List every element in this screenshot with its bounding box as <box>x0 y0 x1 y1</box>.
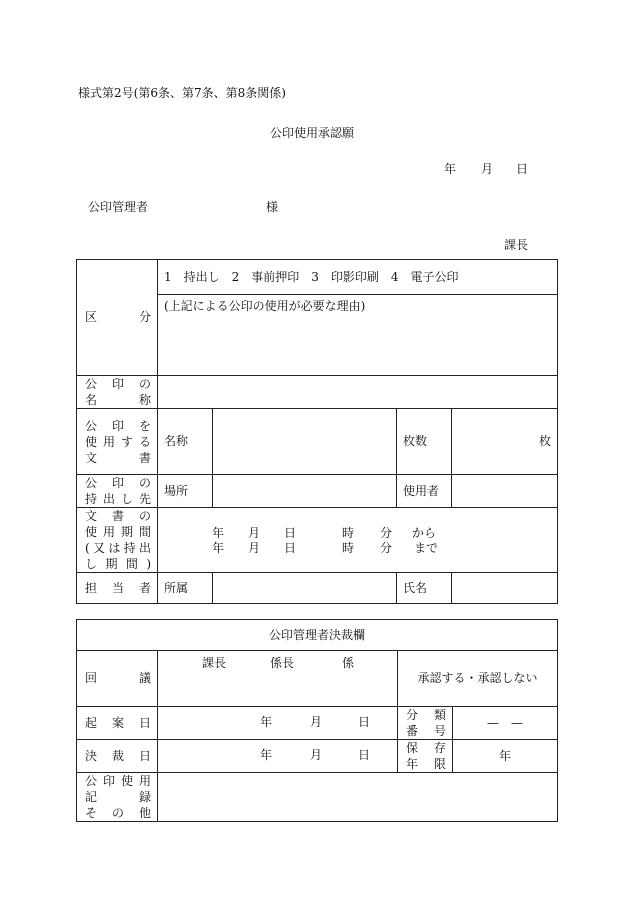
label-char: る <box>138 434 151 449</box>
label-char: 用 <box>102 434 115 449</box>
user-field[interactable] <box>452 475 558 508</box>
document-count-field[interactable] <box>452 409 558 475</box>
label-char: 日 <box>138 748 151 763</box>
section-staff-label: 係 <box>342 656 355 670</box>
period-from-year: 年 <box>212 526 225 540</box>
label-char: 公 <box>85 377 98 391</box>
period-from-month: 月 <box>248 526 261 540</box>
label-char: 録 <box>138 790 151 804</box>
place-label: 場所 <box>158 475 213 508</box>
document-label <box>77 409 158 475</box>
period-label-text <box>85 540 151 556</box>
label-char: 出 <box>102 492 115 506</box>
class-number-label-text <box>406 723 446 739</box>
label-char: 日 <box>138 715 151 730</box>
label-char: す <box>120 434 133 449</box>
label-char: 用 <box>102 525 115 539</box>
draft-date-day: 日 <box>358 715 371 729</box>
review-label-text <box>85 671 151 686</box>
seal-name-label <box>77 376 158 409</box>
period-to-month: 月 <box>248 541 261 555</box>
label-char: 案 <box>111 715 124 730</box>
decision-date-year: 年 <box>260 748 273 762</box>
label-char: 記 <box>85 790 98 804</box>
date-month: 月 <box>481 162 494 176</box>
destination-label-text <box>85 491 151 507</box>
label-char: 起 <box>85 715 98 730</box>
review-label <box>77 651 158 707</box>
draft-date-month: 月 <box>310 715 323 729</box>
class-number-label-text <box>406 707 446 723</box>
category-label-text <box>85 310 151 325</box>
document-name-label: 名称 <box>158 409 213 475</box>
label-char: 印 <box>111 476 124 490</box>
label-char: 使 <box>120 774 133 788</box>
class-number-field[interactable]: — — <box>453 707 558 740</box>
label-char: 出 <box>138 541 151 555</box>
label-char: 者 <box>138 580 151 595</box>
label-char: 書 <box>111 509 124 523</box>
department-field[interactable] <box>213 573 397 604</box>
document-label-text <box>85 418 151 434</box>
draft-date-label-text <box>85 716 151 731</box>
destination-label <box>77 475 158 508</box>
period-to-year: 年 <box>212 541 225 555</box>
class-number-label <box>398 707 453 740</box>
label-char: 文 <box>85 509 98 523</box>
addressee-suffix: 様 <box>266 200 279 214</box>
document-title: 公印使用承認願 <box>270 126 355 140</box>
category-options[interactable]: 1 持出し 2 事前押印 3 印影印刷 4 電子公印 <box>158 260 558 295</box>
date-year: 年 <box>444 162 457 176</box>
label-char: そ <box>85 806 98 820</box>
records-label <box>77 773 158 822</box>
label-char: 印 <box>111 418 124 433</box>
label-char: 期 <box>120 525 133 539</box>
document-count-unit: 枚 <box>539 434 552 448</box>
label-char: 称 <box>138 393 151 407</box>
label-char: 先 <box>138 492 151 506</box>
label-char: し <box>85 557 98 571</box>
subchief-label: 係長 <box>270 656 295 670</box>
reason-field[interactable] <box>158 295 558 376</box>
retention-label <box>398 740 453 773</box>
chief-label: 課長 <box>202 656 227 670</box>
label-char: 分 <box>406 708 419 722</box>
label-char: の <box>138 509 151 523</box>
draft-date-year: 年 <box>260 715 273 729</box>
label-char: 類 <box>433 708 446 722</box>
period-to-hour: 時 <box>342 541 355 555</box>
label-char: 書 <box>138 450 151 465</box>
label-char: 号 <box>433 724 446 738</box>
approval-choice[interactable]: 承認する・承認しない <box>398 651 558 707</box>
decision-date-label <box>77 740 158 773</box>
label-char: 期 <box>105 557 118 571</box>
review-stamps[interactable] <box>158 651 398 707</box>
label-char: 印 <box>102 774 115 788</box>
label-char: 回 <box>85 671 98 685</box>
label-char: 保 <box>406 741 419 755</box>
form-number: 様式第2号(第6条、第7条、第8条関係) <box>78 86 286 100</box>
period-label-text <box>85 556 151 572</box>
label-char: 使 <box>85 525 98 539</box>
period-label-text <box>85 508 151 524</box>
decision-date-day: 日 <box>358 748 371 762</box>
seal-name-label-text <box>85 376 151 392</box>
label-char: 又 <box>93 541 106 555</box>
period-to-minute: 分 <box>380 541 393 555</box>
application-table <box>76 259 558 604</box>
label-char: の <box>138 476 151 490</box>
label-char: の <box>138 377 151 391</box>
label-char: 用 <box>138 774 151 788</box>
destination-label-text <box>85 475 151 491</box>
date-day: 日 <box>516 162 529 176</box>
decision-table <box>76 619 558 822</box>
label-char: 分 <box>138 310 151 324</box>
department-label: 所属 <box>158 573 213 604</box>
records-field[interactable] <box>158 773 558 822</box>
retention-label-text <box>406 756 446 772</box>
label-char: 限 <box>433 757 446 771</box>
decision-title: 公印管理者決裁欄 <box>77 620 558 651</box>
period-from-day: 日 <box>284 526 297 540</box>
label-char: 区 <box>85 310 98 324</box>
label-char: 担 <box>85 580 98 595</box>
label-char: 公 <box>85 418 98 433</box>
label-char: 名 <box>85 393 98 407</box>
label-char: 公 <box>85 774 98 788</box>
retention-label-text <box>406 740 446 756</box>
label-char: の <box>111 806 124 820</box>
label-char: 印 <box>111 377 124 391</box>
label-char: を <box>138 418 151 433</box>
category-label-cell <box>77 260 158 376</box>
staff-name-field[interactable] <box>452 573 558 604</box>
label-char: ) <box>146 557 151 571</box>
seal-name-label-text <box>85 392 151 408</box>
user-label: 使用者 <box>397 475 452 508</box>
period-label <box>77 508 158 573</box>
label-char: は <box>108 541 121 555</box>
document-count-label: 枚数 <box>397 409 452 475</box>
label-char: 使 <box>85 434 98 449</box>
retention-unit: 年 <box>499 748 512 763</box>
period-to-day: 日 <box>284 541 297 555</box>
decision-date-label-text <box>85 749 151 764</box>
records-label-text <box>85 773 151 789</box>
period-from-suffix: から <box>412 526 437 540</box>
label-char: 年 <box>406 757 419 771</box>
period-to-suffix: まで <box>414 541 439 555</box>
label-char: 他 <box>138 806 151 820</box>
period-from-hour: 時 <box>342 526 355 540</box>
label-char: 番 <box>406 724 419 738</box>
decision-date-field[interactable] <box>158 740 398 773</box>
draft-date-label <box>77 707 158 740</box>
staff-name-label: 氏名 <box>397 573 452 604</box>
period-field[interactable] <box>158 508 558 573</box>
applicant-title: 課長 <box>504 238 529 252</box>
records-label-text <box>85 789 151 805</box>
retention-field[interactable] <box>453 740 558 773</box>
label-char: 間 <box>138 525 151 539</box>
document-name-field[interactable] <box>213 409 397 475</box>
staff-label <box>77 573 158 604</box>
label-char: 裁 <box>111 748 124 763</box>
addressee: 公印管理者 <box>88 200 149 214</box>
draft-date-field[interactable] <box>158 707 398 740</box>
label-char: 文 <box>85 450 98 465</box>
label-char: 持 <box>85 492 98 506</box>
document-label-text <box>85 434 151 450</box>
category-label <box>77 310 157 325</box>
seal-name-field[interactable] <box>158 376 558 409</box>
label-char: 当 <box>111 580 124 595</box>
decision-date-month: 月 <box>310 748 323 762</box>
reason-hint: (上記による公印の使用が必要な理由) <box>164 299 366 313</box>
label-char: 議 <box>138 671 151 685</box>
document-label-text <box>85 450 151 466</box>
label-char: 間 <box>125 557 138 571</box>
records-label-text <box>85 805 151 821</box>
label-char: 存 <box>433 741 446 755</box>
label-char: し <box>120 492 133 506</box>
label-char: 決 <box>85 748 98 763</box>
place-field[interactable] <box>213 475 397 508</box>
label-char: ( <box>85 541 90 555</box>
label-char: 持 <box>123 541 136 555</box>
label-char: 公 <box>85 476 98 490</box>
staff-label-text <box>85 581 151 596</box>
period-from-minute: 分 <box>380 526 393 540</box>
period-label-text <box>85 524 151 540</box>
